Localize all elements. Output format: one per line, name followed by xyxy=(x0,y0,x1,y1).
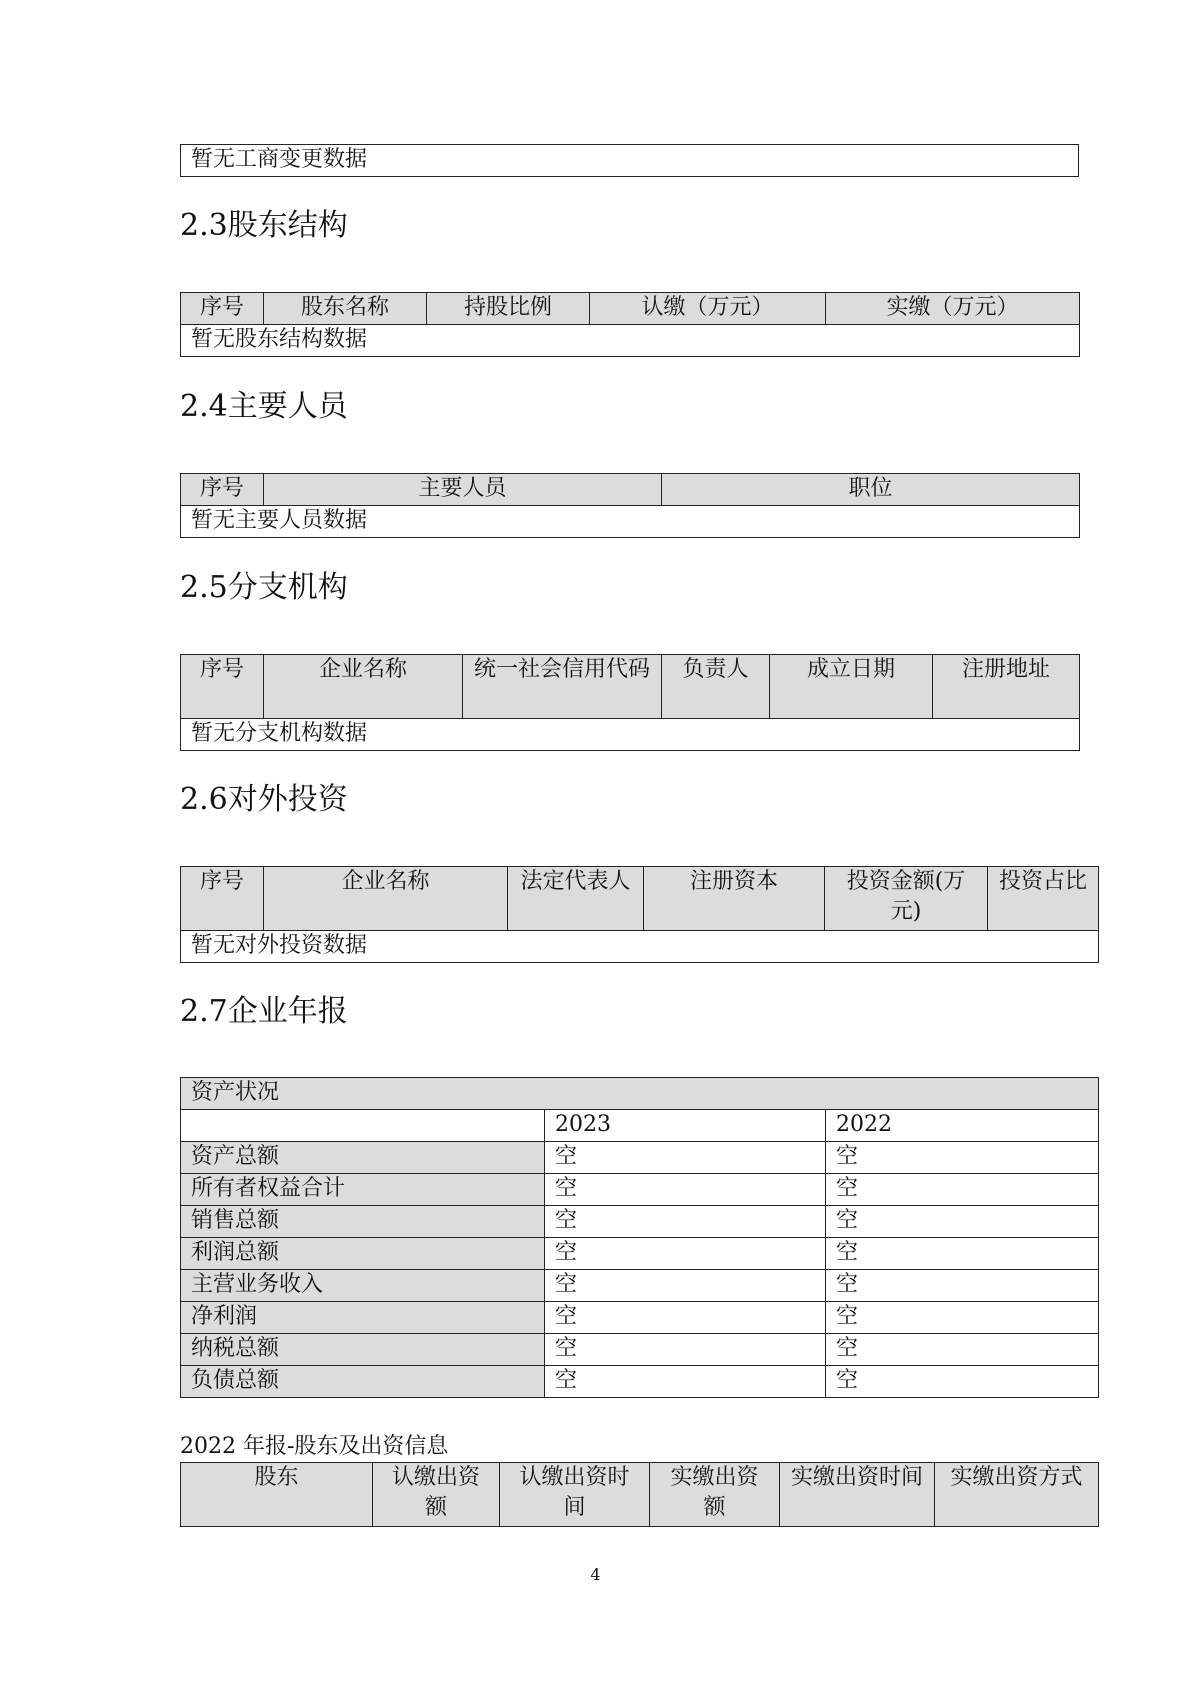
personnel-header-cell: 职位 xyxy=(662,474,1080,506)
table-row xyxy=(181,1206,1099,1238)
assets-value-2022: 空 xyxy=(826,1366,1099,1398)
shareholders-empty: 暂无股东结构数据 xyxy=(181,325,1080,357)
assets-table xyxy=(180,1077,1099,1398)
personnel-heading: 2.4主要人员 xyxy=(180,389,348,424)
table-row xyxy=(181,1142,1099,1174)
shareholders-heading: 2.3股东结构 xyxy=(180,208,348,243)
branches-header-cell: 负责人 xyxy=(662,655,770,719)
table-row xyxy=(181,1366,1099,1398)
shareholders-header-cell: 序号 xyxy=(181,293,264,325)
assets-row-label: 纳税总额 xyxy=(181,1334,545,1366)
investments-header-cell: 序号 xyxy=(181,867,264,931)
assets-value-2022: 空 xyxy=(826,1142,1099,1174)
assets-value-2023: 空 xyxy=(545,1270,826,1302)
assets-corner-cell xyxy=(181,1110,545,1142)
shareholders-header-cell: 持股比例 xyxy=(427,293,590,325)
assets-row-label: 主营业务收入 xyxy=(181,1270,545,1302)
branches-header-cell: 企业名称 xyxy=(264,655,463,719)
investments-table xyxy=(180,866,1099,963)
table-row xyxy=(181,1238,1099,1270)
assets-value-2022: 空 xyxy=(826,1238,1099,1270)
shareholders-header-cell: 股东名称 xyxy=(264,293,427,325)
shareholders-header-cell: 实缴（万元） xyxy=(826,293,1080,325)
assets-value-2023: 空 xyxy=(545,1302,826,1334)
personnel-table xyxy=(180,473,1080,538)
assets-year-header: 2022 xyxy=(826,1110,1099,1142)
investments-header-cell: 企业名称 xyxy=(264,867,508,931)
branches-header-cell: 序号 xyxy=(181,655,264,719)
shareholders-table xyxy=(180,292,1080,357)
investments-header-cell: 投资占比 xyxy=(988,867,1099,931)
assets-row-label: 资产总额 xyxy=(181,1142,545,1174)
personnel-header-cell: 主要人员 xyxy=(264,474,662,506)
investments-empty: 暂无对外投资数据 xyxy=(181,931,1099,963)
assets-value-2023: 空 xyxy=(545,1366,826,1398)
branches-header-cell: 统一社会信用代码 xyxy=(463,655,662,719)
investments-header-cell: 注册资本 xyxy=(644,867,825,931)
table-row xyxy=(181,1334,1099,1366)
assets-value-2023: 空 xyxy=(545,1238,826,1270)
change-records-empty: 暂无工商变更数据 xyxy=(181,145,1079,177)
investments-header-cell: 法定代表人 xyxy=(508,867,644,931)
assets-value-2023: 空 xyxy=(545,1142,826,1174)
branches-empty: 暂无分支机构数据 xyxy=(181,719,1080,751)
assets-value-2022: 空 xyxy=(826,1270,1099,1302)
assets-value-2023: 空 xyxy=(545,1206,826,1238)
page-number: 4 xyxy=(590,1565,601,1584)
table-row xyxy=(181,1270,1099,1302)
assets-value-2022: 空 xyxy=(826,1206,1099,1238)
assets-section-title: 资产状况 xyxy=(181,1078,1099,1110)
branches-header-cell: 成立日期 xyxy=(770,655,933,719)
assets-row-label: 净利润 xyxy=(181,1302,545,1334)
investments-header-cell: 投资金额(万元) xyxy=(825,867,988,931)
report-2022-header-cell: 实缴出资方式 xyxy=(935,1463,1099,1527)
assets-value-2022: 空 xyxy=(826,1174,1099,1206)
report-2022-header-cell: 股东 xyxy=(181,1463,373,1527)
report-2022-header-cell: 实缴出资额 xyxy=(650,1463,780,1527)
assets-value-2022: 空 xyxy=(826,1302,1099,1334)
assets-row-label: 销售总额 xyxy=(181,1206,545,1238)
branches-heading: 2.5分支机构 xyxy=(180,570,348,605)
branches-header-cell: 注册地址 xyxy=(933,655,1080,719)
annual-report-heading: 2.7企业年报 xyxy=(180,994,348,1029)
branches-table xyxy=(180,654,1080,751)
shareholders-header-cell: 认缴（万元） xyxy=(590,293,826,325)
investments-heading: 2.6对外投资 xyxy=(180,782,348,817)
report-2022-shareholders-table xyxy=(180,1462,1099,1527)
assets-value-2023: 空 xyxy=(545,1334,826,1366)
table-row xyxy=(181,1174,1099,1206)
personnel-header-cell: 序号 xyxy=(181,474,264,506)
change-records-table xyxy=(180,144,1079,177)
assets-value-2023: 空 xyxy=(545,1174,826,1206)
assets-year-header: 2023 xyxy=(545,1110,826,1142)
report-2022-shareholders-title: 2022 年报-股东及出资信息 xyxy=(180,1434,449,1459)
table-row xyxy=(181,1302,1099,1334)
assets-row-label: 所有者权益合计 xyxy=(181,1174,545,1206)
assets-row-label: 利润总额 xyxy=(181,1238,545,1270)
report-2022-header-cell: 实缴出资时间 xyxy=(780,1463,935,1527)
personnel-empty: 暂无主要人员数据 xyxy=(181,506,1080,538)
report-2022-header-cell: 认缴出资额 xyxy=(373,1463,500,1527)
assets-value-2022: 空 xyxy=(826,1334,1099,1366)
report-2022-header-cell: 认缴出资时间 xyxy=(500,1463,650,1527)
assets-row-label: 负债总额 xyxy=(181,1366,545,1398)
